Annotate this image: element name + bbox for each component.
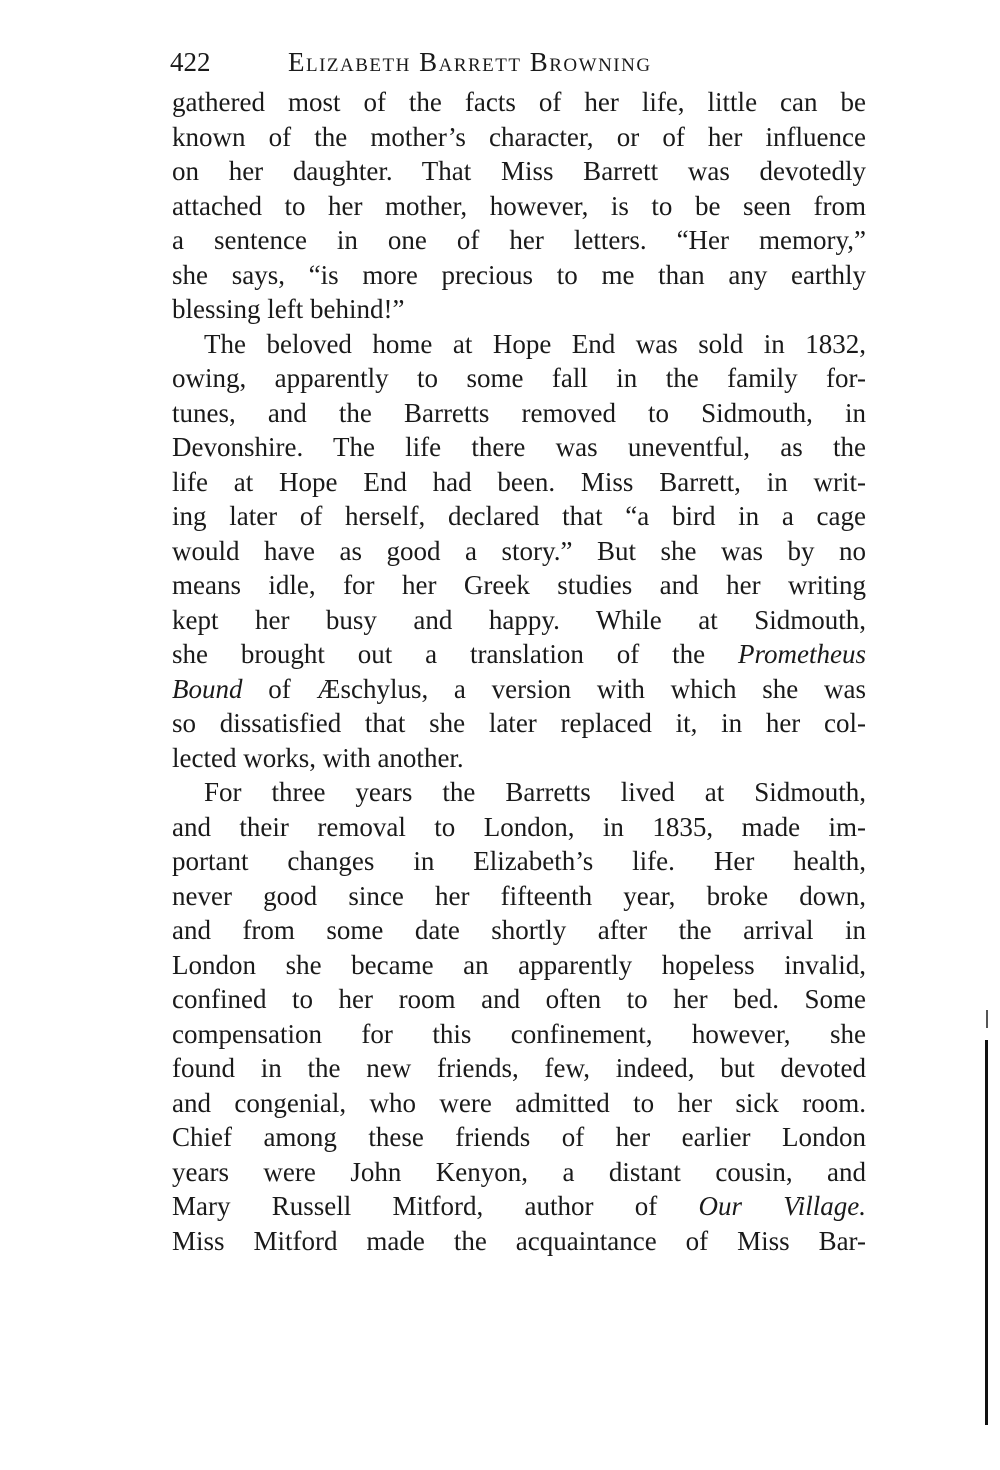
text-line: owing, apparently to some fall in the family for- [172, 363, 866, 393]
text-line: compensation for this confinement, however, she [172, 1018, 866, 1049]
text-line: would have as good a story.” But she was by no [172, 535, 866, 566]
text-line: ing later of herself, declared that “a bird in a cage [172, 501, 866, 531]
text-line: Devonshire. The life there was uneventful, as the [172, 432, 866, 462]
scan-artifact [986, 1010, 988, 1028]
scan-artifact [985, 1040, 988, 1425]
text-line: The beloved home at Hope End was sold in 1832, [204, 328, 866, 359]
text-line: London she became an apparently hopeless invalid, [172, 949, 866, 980]
text-line: kept her busy and happy. While at Sidmouth, [172, 604, 866, 635]
text-line: portant changes in Elizabeth’s life. Her health, [172, 846, 866, 876]
running-head-title: Elizabeth Barrett Browning [288, 47, 652, 77]
text-line: on her daughter. That Miss Barrett was devotedly [172, 156, 866, 186]
text-line: Chief among these friends of her earlier London [172, 1122, 866, 1152]
text-line: a sentence in one of her letters. “Her memory,” [172, 225, 866, 255]
text-line: known of the mother’s character, or of her influence [172, 121, 866, 152]
text-line: and from some date shortly after the arrival in [172, 915, 866, 945]
text-line: life at Hope End had been. Miss Barrett, in writ- [172, 466, 866, 497]
running-header [170, 42, 870, 82]
text-line: and their removal to London, in 1835, made im- [172, 811, 866, 842]
body-text [172, 85, 866, 1258]
text-line: gathered most of the facts of her life, little can be [172, 87, 866, 117]
text-line: confined to her room and often to her bed. Some [172, 984, 866, 1014]
text-line: Mary Russell Mitford, author of Our Village. [172, 1191, 867, 1221]
italic-title: Prometheus [738, 639, 866, 669]
text-line: so dissatisfied that she later replaced it, in her col- [172, 708, 866, 738]
text-line: Bound of Æschylus, a version with which she was [172, 673, 866, 704]
text-line: attached to her mother, however, is to be seen from [172, 190, 866, 221]
text-line: Miss Mitford made the acquaintance of Miss Bar- [172, 1225, 866, 1256]
text-line: blessing left behind!” [172, 294, 405, 324]
text-line: means idle, for her Greek studies and her writing [172, 570, 866, 600]
text-line: tunes, and the Barretts removed to Sidmouth, in [172, 397, 866, 428]
italic-title: Bound [172, 673, 243, 704]
page-number: 422 [170, 47, 211, 77]
text-line: lected works, with another. [172, 742, 464, 773]
text-line: For three years the Barretts lived at Sidmouth, [204, 777, 866, 807]
text-line: found in the new friends, few, indeed, but devoted [172, 1053, 866, 1083]
text-line: years were John Kenyon, a distant cousin, and [172, 1156, 866, 1187]
italic-title: Our Village. [698, 1191, 867, 1221]
text-line: never good since her fifteenth year, broke down, [172, 880, 866, 911]
text-line: and congenial, who were admitted to her sick room. [172, 1087, 866, 1118]
text-line: she says, “is more precious to me than any earthly [172, 259, 866, 290]
text-line: she brought out a translation of the Prometheus [172, 639, 866, 669]
